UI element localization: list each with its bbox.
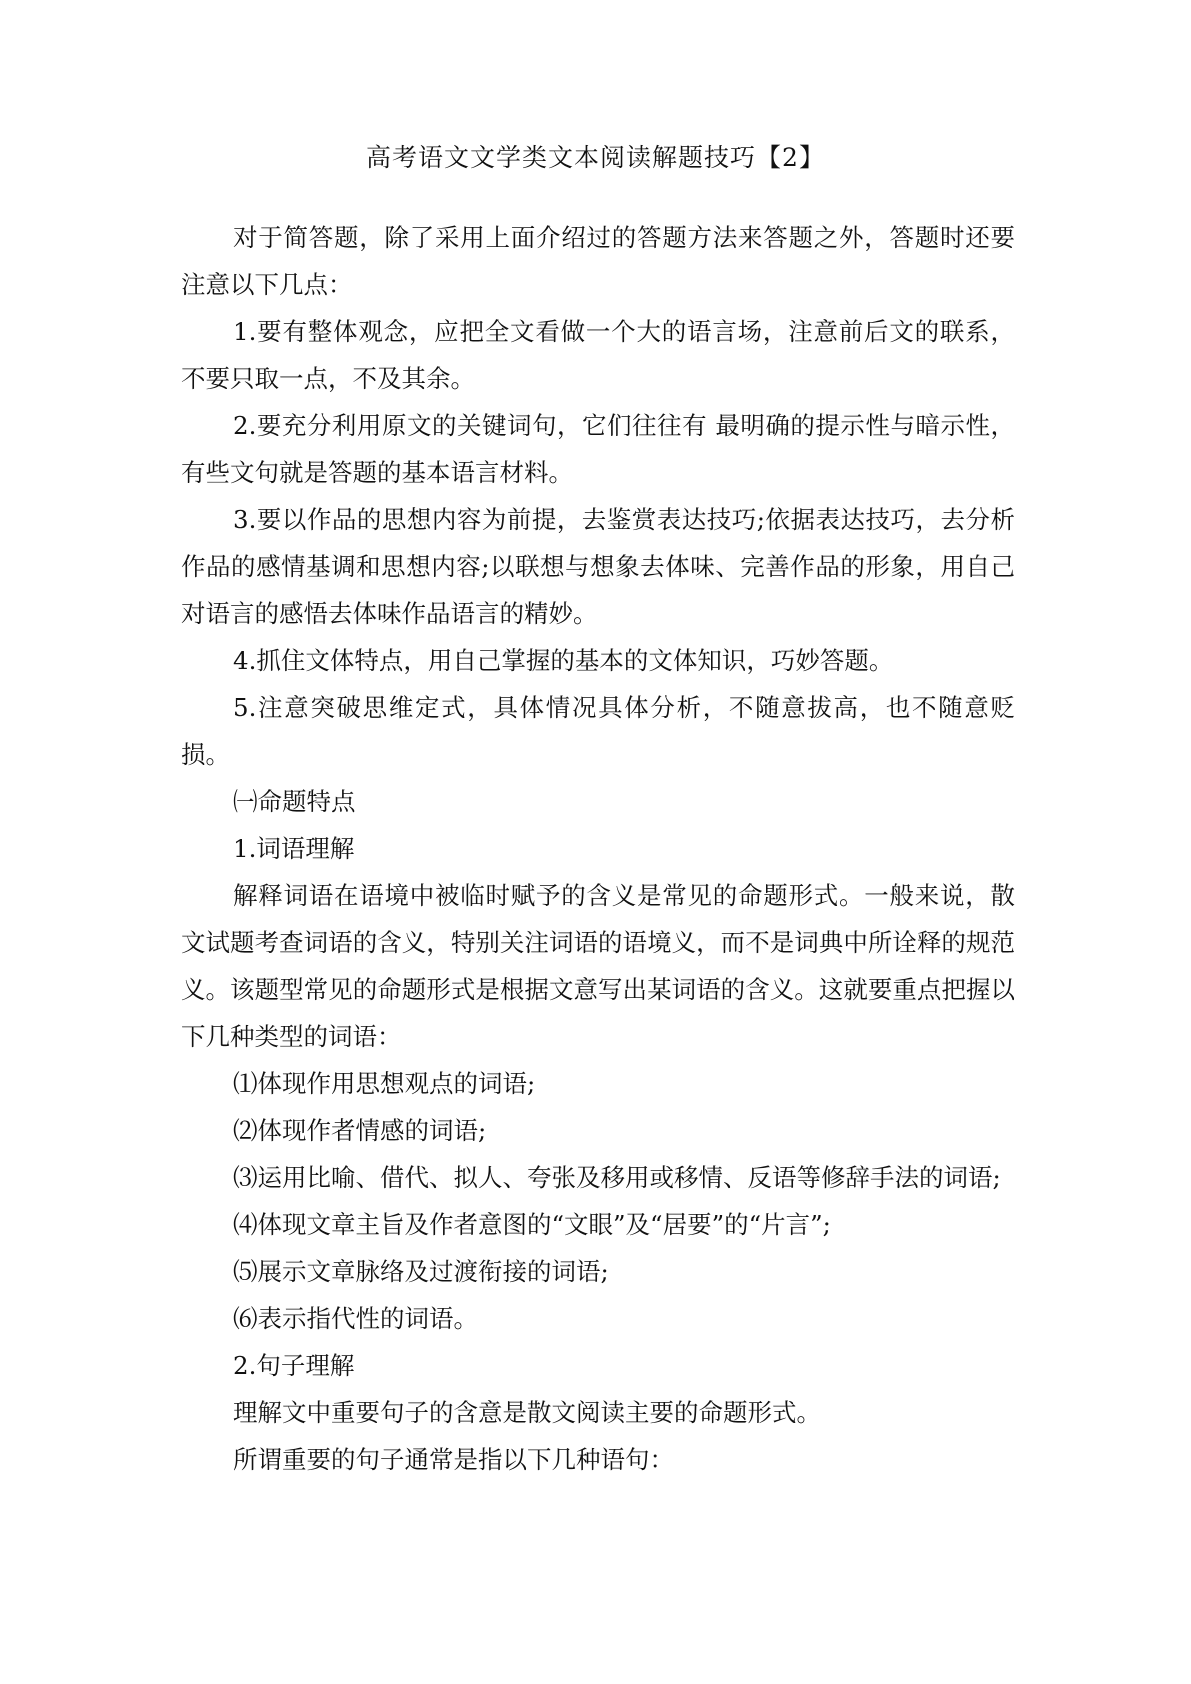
paragraph: 2.要充分利用原文的关键词句，它们往往有 最明确的提示性与暗示性，有些文句就是答题的基本语言材料。 xyxy=(181,411,1015,487)
list-item: ⑷体现文章主旨及作者意图的“文眼”及“居要”的“片言”; xyxy=(233,1210,831,1239)
list-item: ⑴体现作用思想观点的词语; xyxy=(233,1069,536,1098)
paragraph: 3.要以作品的思想内容为前提，去鉴赏表达技巧;依据表达技巧，去分析作品的感情基调和思想内容;以联想与想象去体味、完善作品的形象，用自己对语言的感悟去体味作品语言的精妙。 xyxy=(181,505,1015,628)
list-item: ⑸展示文章脉络及过渡衔接的词语; xyxy=(233,1257,609,1286)
document-title: 高考语文文学类文本阅读解题技巧【2】 xyxy=(366,143,825,172)
paragraph: 1.要有整体观念，应把全文看做一个大的语言场，注意前后文的联系，不要只取一点，不及其余。 xyxy=(181,317,1015,393)
paragraph: 5.注意突破思维定式，具体情况具体分析，不随意拔高，也不随意贬损。 xyxy=(181,693,1015,769)
document-body xyxy=(181,214,1015,1483)
paragraph: 理解文中重要句子的含意是散文阅读主要的命题形式。 xyxy=(233,1398,821,1427)
list-item: ⑵体现作者情感的词语; xyxy=(233,1116,487,1145)
section-heading: ㈠命题特点 xyxy=(233,787,356,816)
list-item: ⑶运用比喻、借代、拟人、夸张及移用或移情、反语等修辞手法的词语; xyxy=(233,1163,1001,1192)
subsection-heading: 1.词语理解 xyxy=(233,834,355,863)
paragraph: 对于简答题，除了采用上面介绍过的答题方法来答题之外，答题时还要注意以下几点： xyxy=(181,223,1015,299)
paragraph: 所谓重要的句子通常是指以下几种语句： xyxy=(233,1445,674,1474)
paragraph: 4.抓住文体特点，用自己掌握的基本的文体知识，巧妙答题。 xyxy=(233,646,894,675)
subsection-heading: 2.句子理解 xyxy=(233,1351,355,1380)
list-item: ⑹表示指代性的词语。 xyxy=(233,1304,478,1333)
paragraph: 解释词语在语境中被临时赋予的含义是常见的命题形式。一般来说，散文试题考查词语的含义，特别关注词语的语境义，而不是词典中所诠释的规范义。该题型常见的命题形式是根据文意写出某词语的含义。这就要重点把握以下几种类型的词语： xyxy=(181,881,1015,1051)
